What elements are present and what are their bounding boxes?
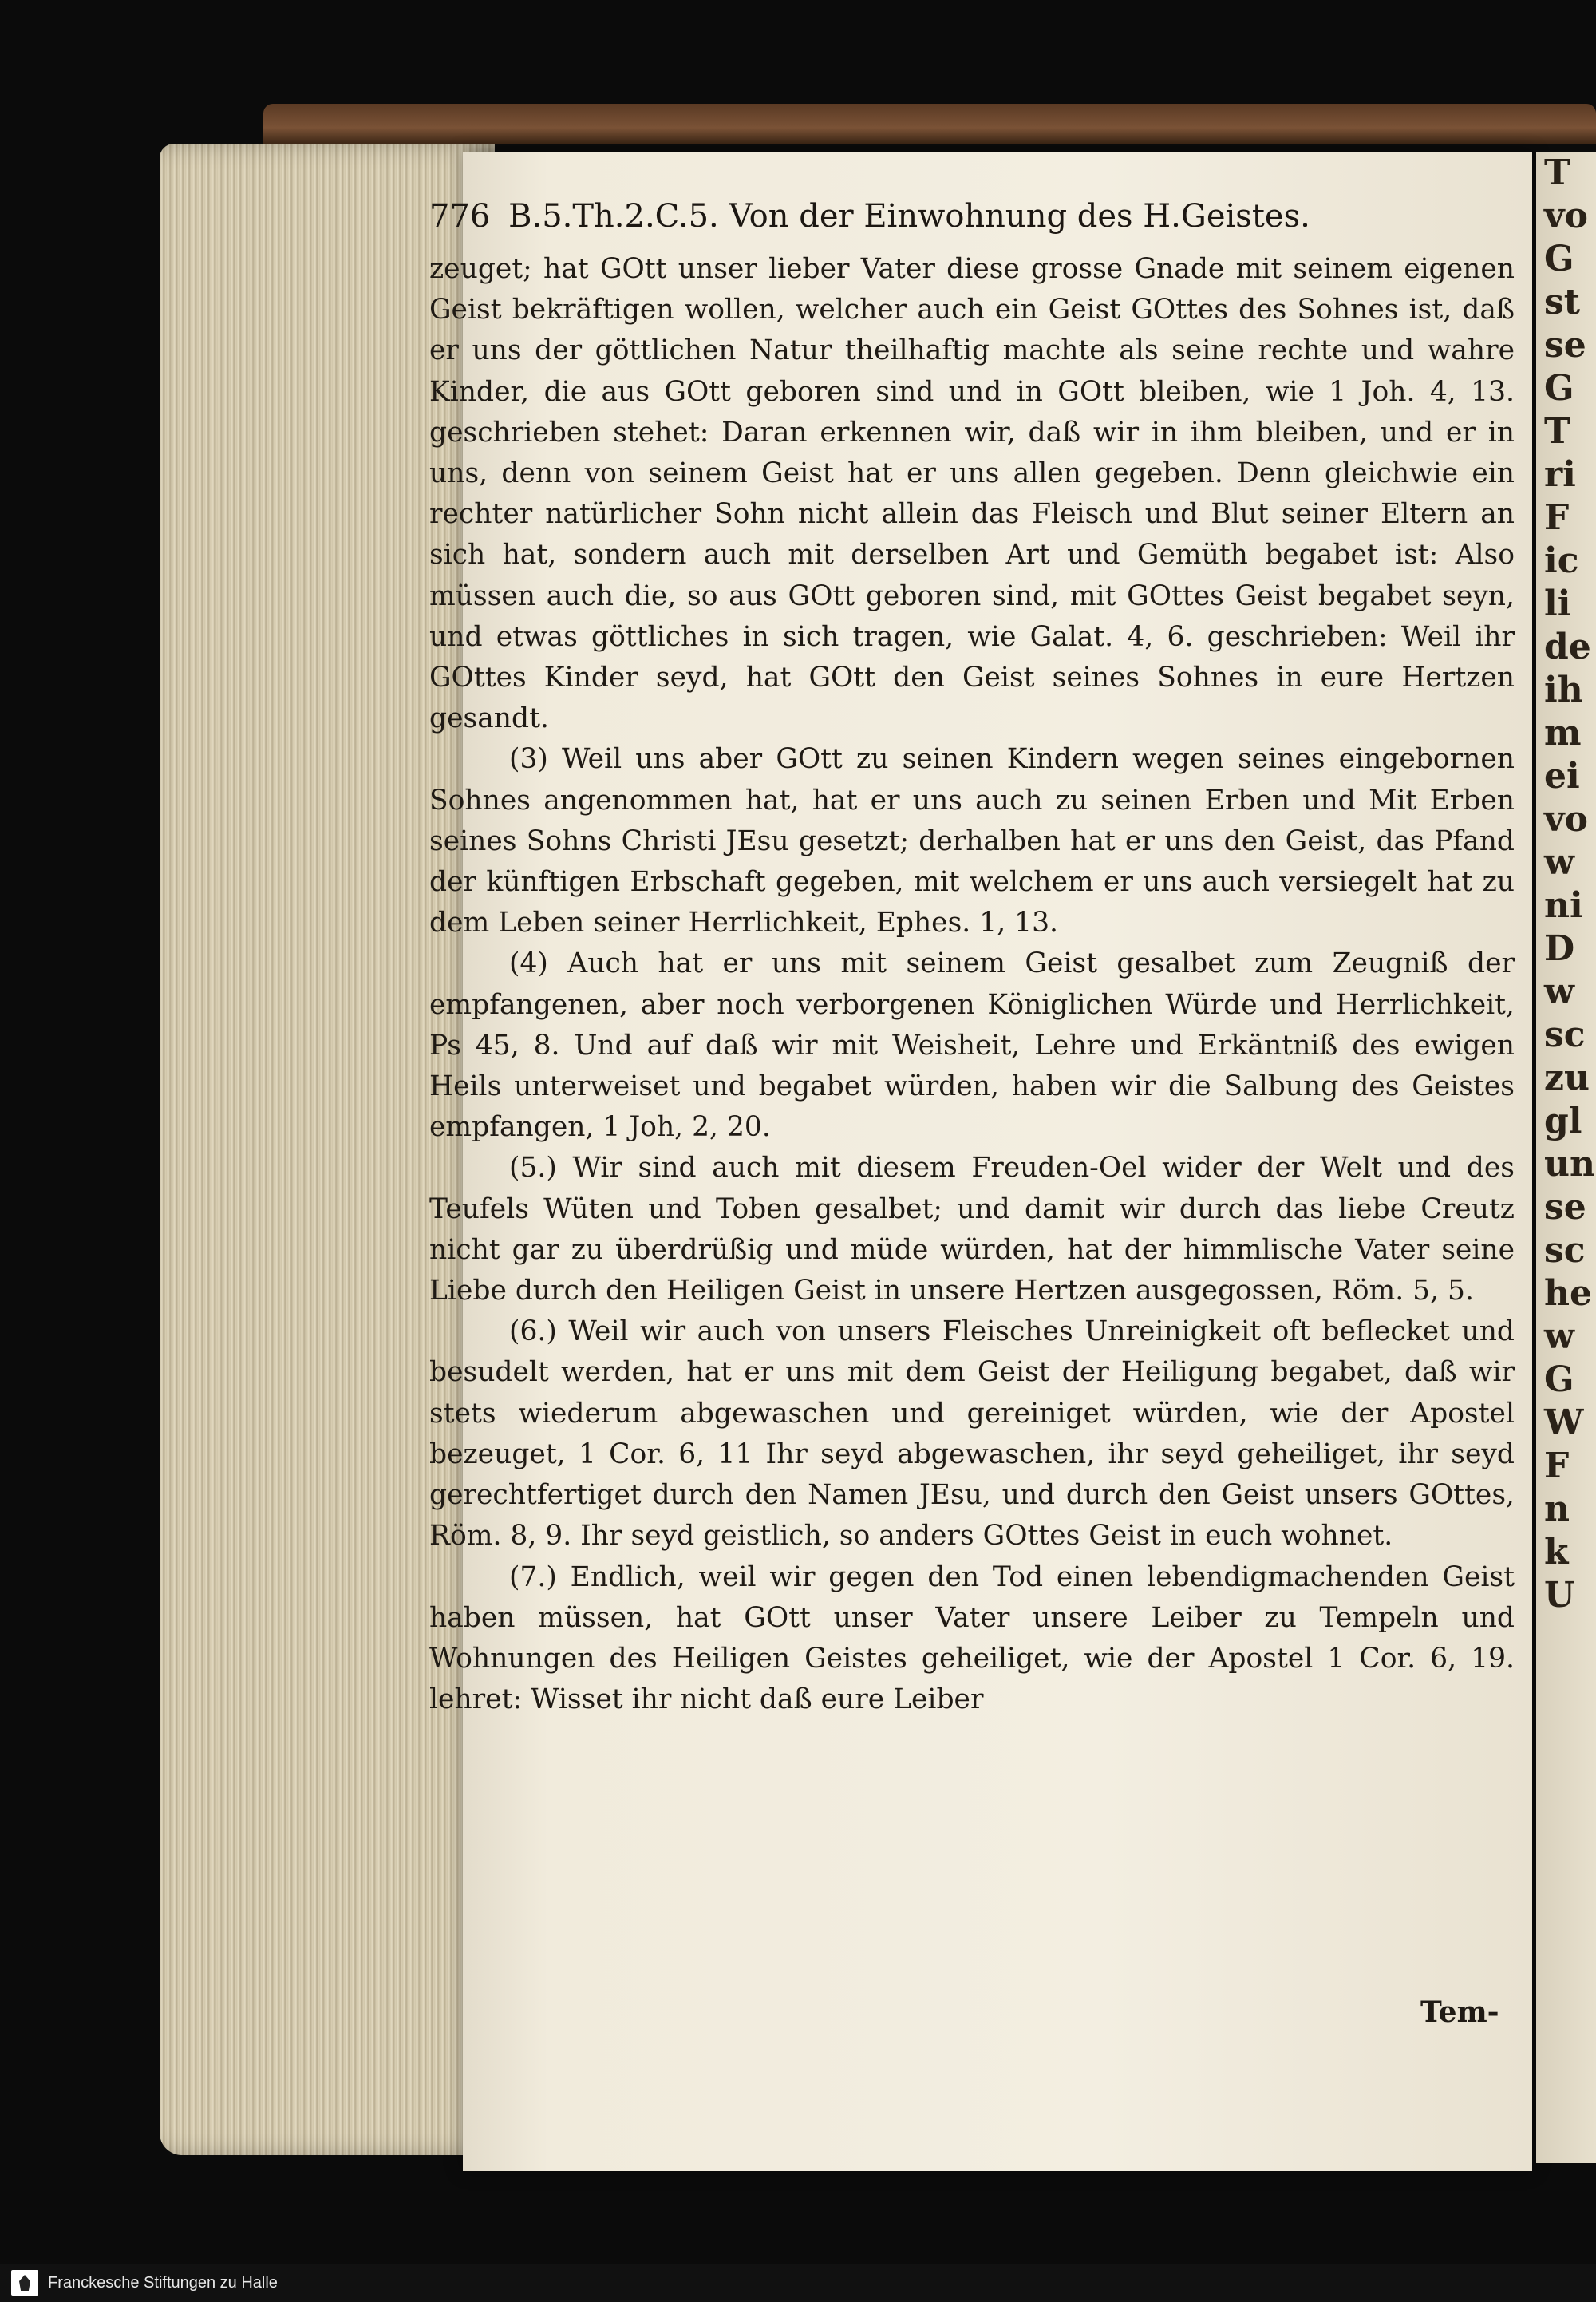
paragraph: (4) Auch hat er uns mit seinem Geist gesalbet zum Zeugniß der empfangenen, aber noch verborgenen Königlichen Würde und Herrlichkeit, Ps 45, 8. Und auf daß wir mit Weisheit, Lehre und Erkäntniß des ewigen Heils unterweiset und begabet würden, haben wir die Salbung des Geistes empfangen, 1 Joh, 2, 20. — [429, 947, 1515, 1144]
paragraph: (3) Weil uns aber GOtt zu seinen Kindern wegen seines eingebornen Sohnes angenommen hat, hat er uns auch zu seinen Erben und Mit Erben seines Sohns Christi JEsu gesetzt; derhalben hat er uns den Geist, das Pfand der künftigen Erbschaft gegeben, mit welchem er uns auch versiegelt hat zu dem Leben seiner Herrlichkeit, Ephes. 1, 13. — [429, 743, 1515, 939]
facing-page-fragment: de — [1544, 627, 1591, 667]
institution-logo-icon — [11, 2270, 38, 2296]
book-spine-top — [263, 104, 1596, 144]
facing-page-fragment: ei — [1544, 756, 1580, 797]
paragraph: (7.) Endlich, weil wir gegen den Tod einen lebendigmachenden Geist haben müssen, hat GOtt unser Vater unsere Leiber zu Tempeln und Wohnungen des Heiligen Geistes geheiliget, wie der Apostel 1 Cor. 6, 19. lehret: Wisset ihr nicht daß eure Leiber — [429, 1560, 1515, 1716]
facing-page-fragment: T — [1544, 411, 1570, 452]
facing-page-fragment: U — [1544, 1575, 1575, 1616]
facing-page-fragment: vo — [1544, 799, 1588, 840]
facing-page-fragment: he — [1544, 1273, 1592, 1314]
facing-page-fragment: n — [1544, 1489, 1570, 1529]
institution-name: Franckesche Stiftungen zu Halle — [48, 2274, 278, 2292]
facing-page-fragment: st — [1544, 282, 1581, 322]
facing-page-fragment: W — [1544, 1402, 1584, 1443]
facing-page-fragment: m — [1544, 713, 1582, 753]
facing-page-fragment: ih — [1544, 670, 1583, 710]
facing-page-fragment: un — [1544, 1144, 1595, 1185]
facing-page-fragment: F — [1544, 497, 1570, 538]
facing-page-fragment: ni — [1544, 885, 1583, 926]
facing-page-fragment: F — [1544, 1446, 1570, 1486]
facing-page-fragment: sc — [1544, 1015, 1586, 1055]
facing-page-fragment: gl — [1544, 1101, 1582, 1141]
paragraph: (6.) Weil wir auch von unsers Fleisches Unreinigkeit oft beflecket und besudelt werden, hat er uns mit dem Geist der Heiligung begabet, daß wir stets wiederum abgewaschen und gereiniget würden, wie der Apostel bezeuget, 1 Cor. 6, 11 Ihr seyd abgewaschen, ihr seyd geheiliget, ihr seyd gerechtfertiget durch den Namen JEsu, und durch den Geist unsers GOttes, Röm. 8, 9. Ihr seyd geistlich, so anders GOttes Geist in euch wohnet. — [429, 1315, 1515, 1552]
facing-page-fragment: G — [1544, 239, 1574, 279]
facing-page-fragment: w — [1544, 842, 1574, 883]
running-head-title: B.5.Th.2.C.5. Von der Einwohnung des H.Geistes. — [508, 198, 1310, 235]
facing-page-fragment: ic — [1544, 540, 1579, 581]
facing-page-fragment: se — [1544, 325, 1586, 366]
facing-page-fragment: D — [1544, 928, 1575, 969]
body-text — [429, 249, 1515, 1720]
footer-bar — [0, 2264, 1596, 2302]
facing-page-fragment: vo — [1544, 196, 1588, 236]
facing-page-fragment: sc — [1544, 1230, 1586, 1271]
facing-page-fragment: T — [1544, 152, 1570, 193]
facing-page-fragment: G — [1544, 368, 1574, 409]
facing-page-fragment: w — [1544, 971, 1574, 1012]
paragraph: zeuget; hat GOtt unser lieber Vater diese grosse Gnade mit seinem eigenen Geist bekräftigen wollen, welcher auch ein Geist GOttes des Sohnes ist, daß er uns der göttlichen Natur theilhaftig machte als seine rechte und wahre Kinder, die aus GOtt geboren sind und in GOtt bleiben, wie 1 Joh. 4, 13. geschrieben stehet: Daran erkennen wir, daß wir in ihm bleiben, und er in uns, denn von seinem Geist hat er uns allen gegeben. Denn gleichwie ein rechter natürlicher Sohn nicht allein das Fleisch und Blut seiner Eltern an sich hat, sondern auch mit derselben Art und Gemüth begabet ist: Also müssen auch die, so aus GOtt geboren sind, mit GOttes Geist begabet seyn, und etwas göttliches in sich tragen, wie Galat. 4, 6. geschrieben: Weil ihr GOttes Kinder seyd, hat GOtt den Geist seines Sohnes in eure Hertzen gesandt. — [429, 253, 1515, 735]
facing-page-fragment: G — [1544, 1359, 1574, 1400]
facing-page-fragment: zu — [1544, 1058, 1590, 1098]
page-number: 776 — [429, 198, 491, 235]
facing-page-fragment: se — [1544, 1187, 1586, 1228]
facing-page-fragment: k — [1544, 1532, 1569, 1572]
paragraph: (5.) Wir sind auch mit diesem Freuden-Oel wider der Welt und des Teufels Wüten und Toben gesalbet; und damit wir durch das liebe Creutz nicht gar zu überdrüßig und müde würden, hat der himmlische Vater seine Liebe durch den Heiligen Geist in unsere Hertzen ausgegossen, Röm. 5, 5. — [429, 1152, 1515, 1307]
facing-page-fragment: li — [1544, 583, 1571, 624]
catchword: Tem- — [1420, 1995, 1499, 2029]
facing-page-fragment: w — [1544, 1316, 1574, 1357]
facing-page-fragment: ri — [1544, 454, 1576, 495]
facing-page — [1536, 152, 1596, 2163]
running-head — [429, 198, 1515, 235]
